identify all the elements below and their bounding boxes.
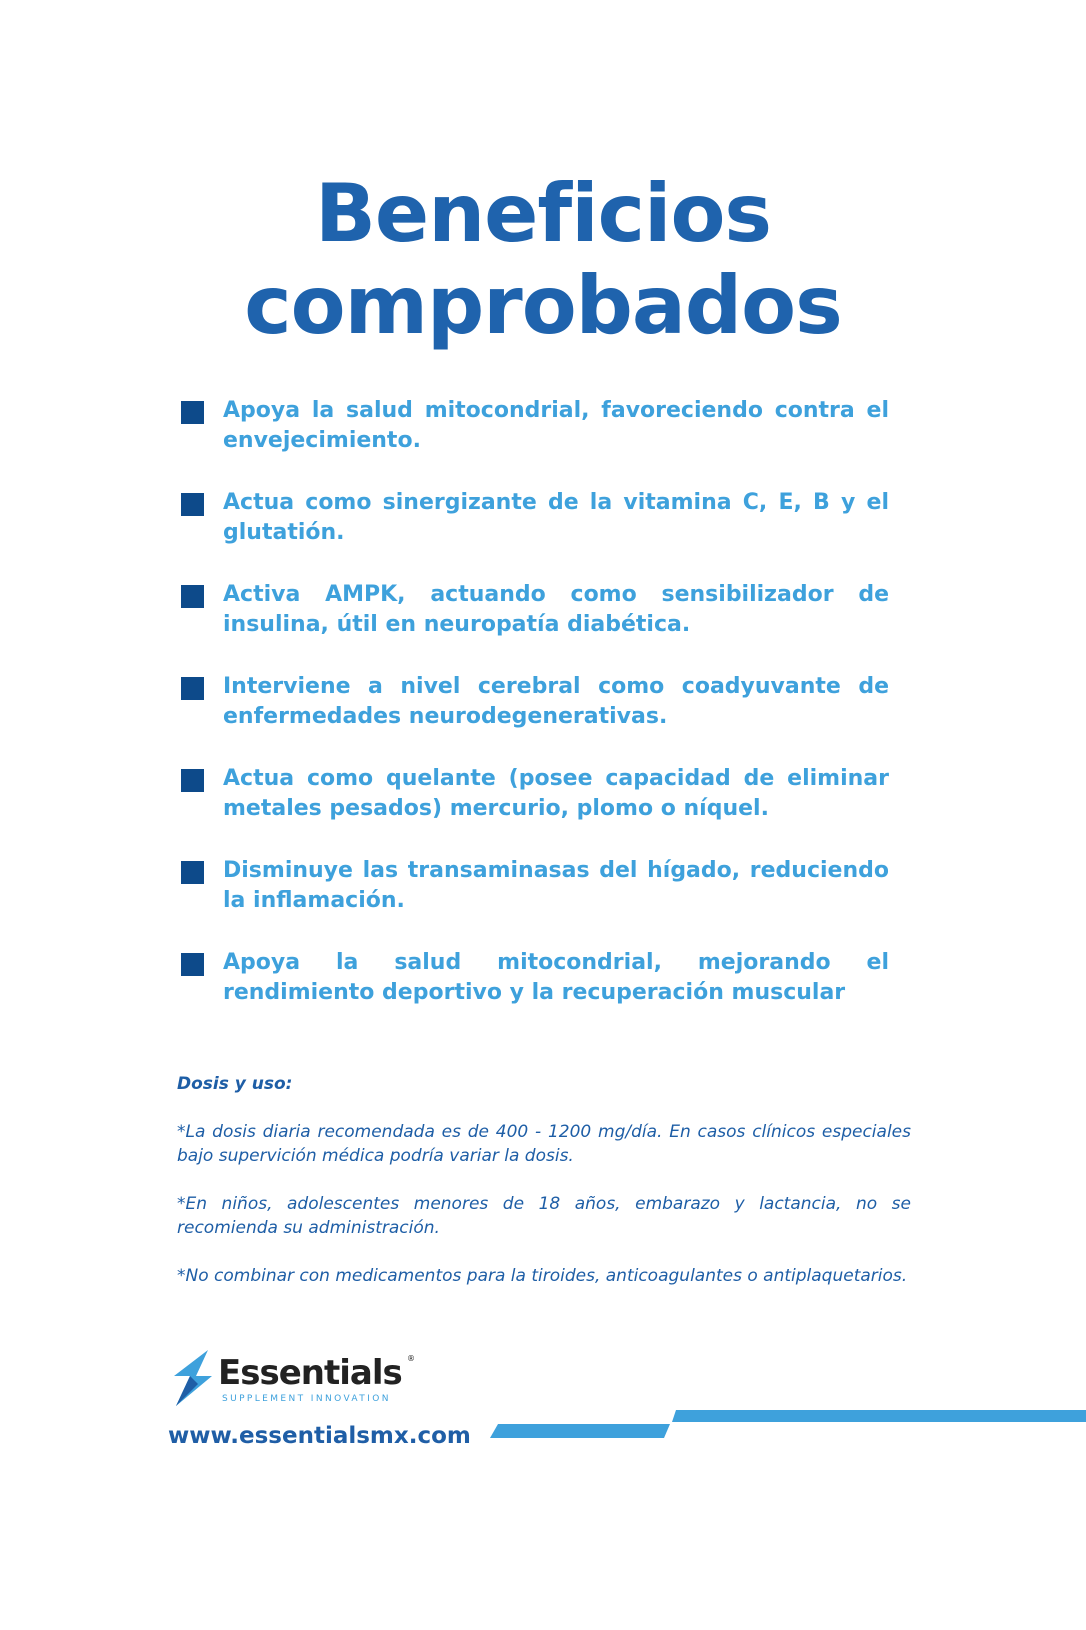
square-bullet-icon	[181, 953, 204, 976]
title-line-1: Beneficios	[314, 167, 772, 260]
square-bullet-icon	[181, 677, 204, 700]
dosage-section	[177, 1072, 911, 1312]
benefit-text: Actua como quelante (posee capacidad de eliminar metales pesados) mercurio, plomo o níquel.	[223, 766, 889, 821]
benefit-item	[181, 948, 889, 1040]
registered-mark: ®	[407, 1354, 415, 1363]
benefit-item	[181, 396, 889, 488]
dosage-note: *La dosis diaria recomendada es de 400 - 1200 mg/día. En casos clínicos especiales bajo supervición médica podría variar la dosis.	[177, 1122, 911, 1166]
benefit-text: Actua como sinergizante de la vitamina C, E, B y el glutatión.	[223, 490, 889, 545]
square-bullet-icon	[181, 769, 204, 792]
benefit-text: Apoya la salud mitocondrial, favoreciendo contra el envejecimiento.	[223, 398, 889, 453]
benefit-text: Interviene a nivel cerebral como coadyuvante de enfermedades neurodegenerativas.	[223, 674, 889, 729]
dosage-note: *En niños, adolescentes menores de 18 años, embarazo y lactancia, no se recomienda su administración.	[177, 1194, 911, 1238]
benefit-text: Apoya la salud mitocondrial, mejorando el rendimiento deportivo y la recuperación muscular	[223, 950, 889, 1005]
brand-name: Essentials	[218, 1353, 402, 1393]
dosage-note: *No combinar con medicamentos para la tiroides, anticoagulantes o antiplaquetarios.	[177, 1266, 908, 1286]
accent-stripe	[490, 1408, 1086, 1440]
page-title	[0, 168, 1086, 352]
benefit-item	[181, 764, 889, 856]
benefit-item	[181, 672, 889, 764]
brand-logo	[168, 1348, 428, 1418]
benefit-item	[181, 856, 889, 948]
square-bullet-icon	[181, 585, 204, 608]
lightning-s-icon	[168, 1350, 216, 1406]
square-bullet-icon	[181, 401, 204, 424]
benefit-text: Disminuye las transaminasas del hígado, reduciendo la inflamación.	[223, 858, 889, 913]
brand-tagline: SUPPLEMENT INNOVATION	[222, 1394, 391, 1404]
benefit-item	[181, 580, 889, 672]
website-url[interactable]: www.essentialsmx.com	[168, 1423, 471, 1449]
square-bullet-icon	[181, 861, 204, 884]
title-line-2: comprobados	[244, 259, 842, 352]
benefit-item	[181, 488, 889, 580]
benefit-text: Activa AMPK, actuando como sensibilizador de insulina, útil en neuropatía diabética.	[223, 582, 889, 637]
square-bullet-icon	[181, 493, 204, 516]
dosage-heading: Dosis y uso:	[177, 1074, 293, 1094]
benefits-list	[181, 396, 889, 1040]
